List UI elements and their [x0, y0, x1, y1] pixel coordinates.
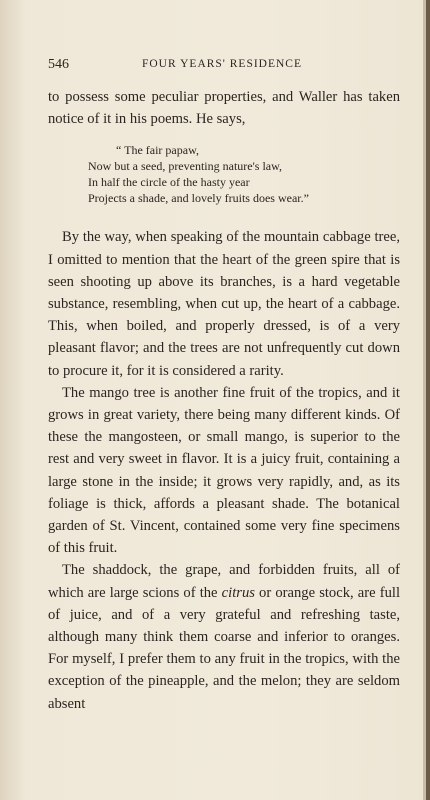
verse-line: In half the circle of the hasty year [88, 175, 250, 190]
page-number: 546 [48, 57, 69, 72]
paragraph-text: The shaddock, the grape, and forbidden fruits, all of which are large scions of the [48, 562, 400, 601]
page-header [48, 57, 396, 77]
paragraph-cabbage-tree: By the way, when speaking of the mountain cabbage tree, I omitted to mention that the heart of the green spire that is seen shooting up above its branches, is a hard vegetable substance, resembling, when cut up, the heart of a cabbage. This, when boiled, and properly dressed, is of a very pleasant flavor; and the trees are not unfrequently cut down to procure it, for it is considered a rarity. [48, 229, 400, 379]
verse-quote [88, 142, 400, 206]
page-edge [426, 0, 430, 800]
paragraph-shaddock [48, 559, 400, 714]
verse-line: “ The fair papaw, [116, 143, 199, 158]
page-body [48, 86, 400, 715]
paragraph-intro: to possess some peculiar properties, and Waller has taken notice of it in his poems. He says, [48, 89, 400, 128]
italic-term: citrus [221, 584, 255, 601]
running-title: FOUR YEARS' RESIDENCE [141, 58, 303, 70]
verse-line: Projects a shade, and lovely fruits does wear.” [88, 191, 309, 206]
verse-line: Now but a seed, preventing nature's law, [88, 159, 282, 174]
paragraph-text: or orange stock, are full of juice, and of a very grateful and refreshing taste, although many think them coarse and inferior to oranges. For myself, I prefer them to any fruit in the tropics, with the exception of the pineapple, and the melon; they are seldom absent [48, 584, 400, 712]
paragraph-mango: The mango tree is another fine fruit of the tropics, and it grows in great variety, there being many different kinds. Of these the mangosteen, or small mango, is superior to the rest and very sweet in flavor. It is a juicy fruit, containing a large stone in the inside; it grows very rapidly, and, as its foliage is thick, affords a pleasant shade. The botanical garden of St. Vincent, contained some very fine specimens of this fruit. [48, 384, 400, 557]
